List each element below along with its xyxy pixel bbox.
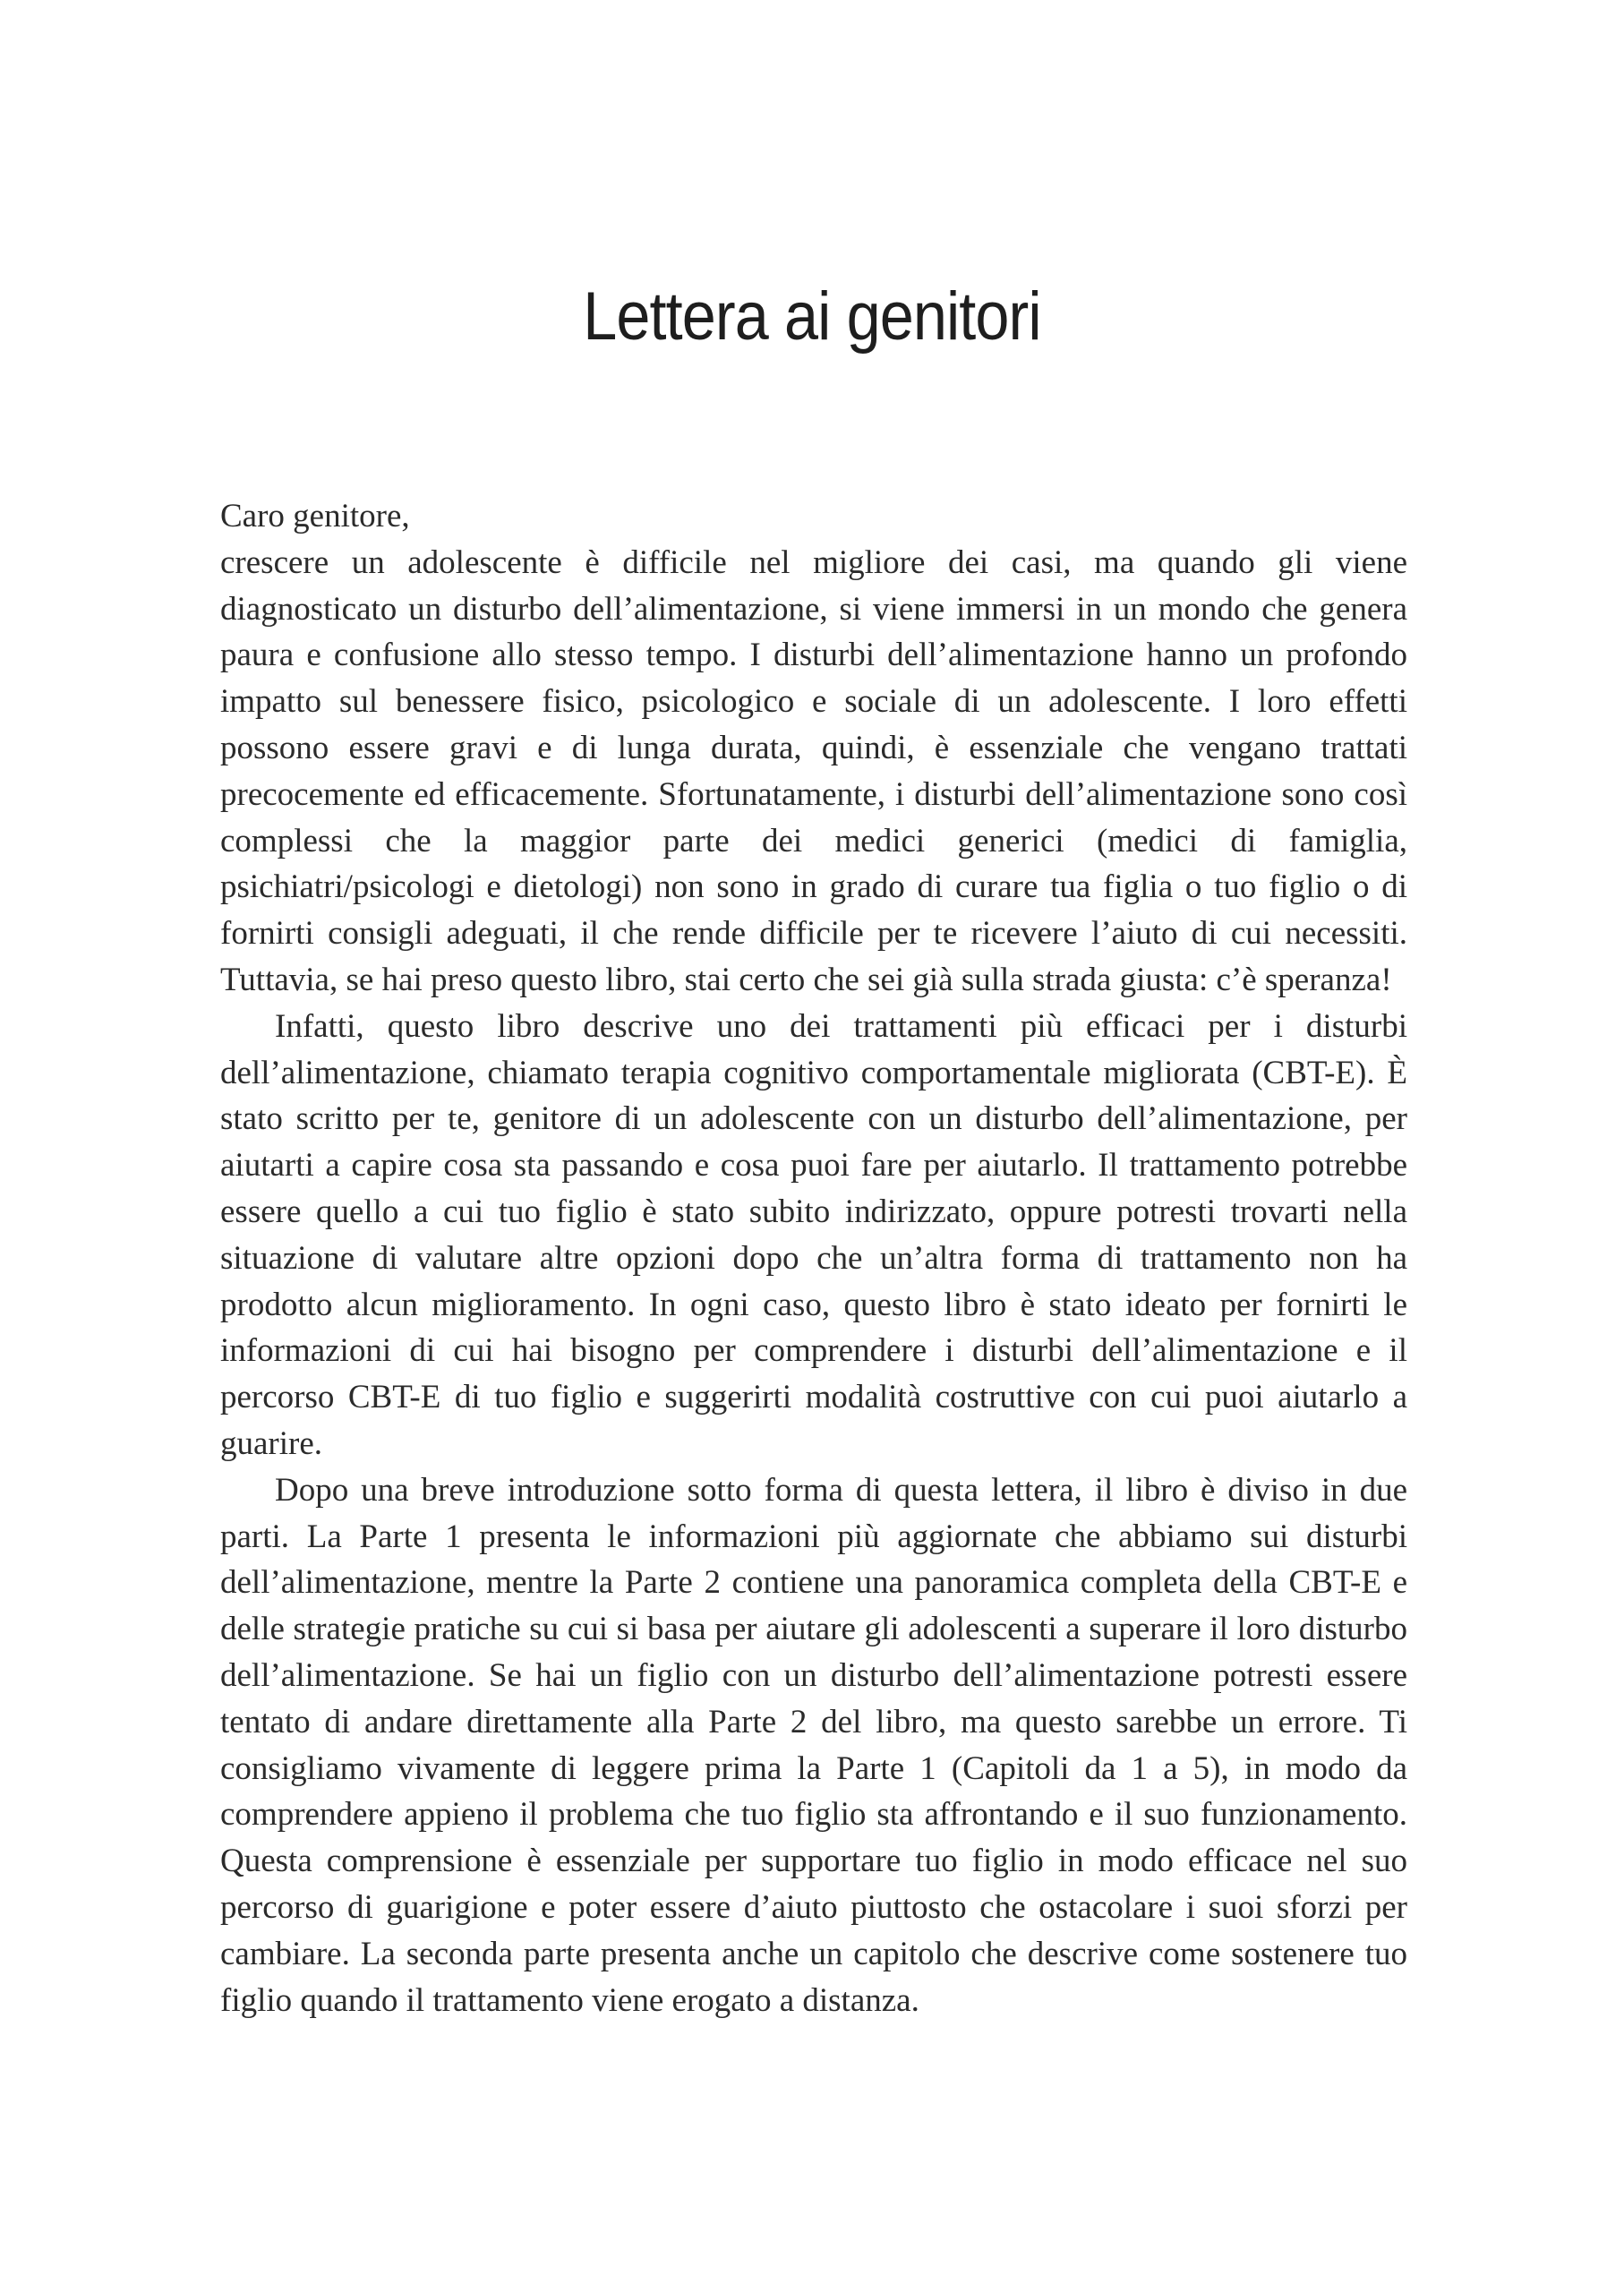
letter-paragraph-3: Dopo una breve introduzione sotto forma di questa lettera, il libro è diviso in due parti. La Parte 1 presenta le informazioni più aggiornate che abbiamo sui disturbi dell’alimentazione, mentre la Parte 2 contiene una panoramica completa della CBT-E e delle strategie pratiche su cui si basa per aiutare gli adolescenti a superare il loro disturbo dell’alimentazione. Se hai un figlio con un disturbo dell’alimentazione potresti essere tentato di andare direttamente alla Parte 2 del libro, ma questo sarebbe un errore. Ti consigliamo vivamente di leggere prima la Parte 1 (Capitoli da 1 a 5), in modo da comprendere appieno il problema che tuo figlio sta affrontando e il suo funzionamento. Questa comprensione è essenziale per supportare tuo figlio in modo efficace nel suo percorso di guarigione e poter essere d’aiuto piuttosto che ostacolare i suoi sforzi per cambiare. La seconda parte presenta anche un capitolo che descrive come sostenere tuo figlio quando il trattamento viene erogato a distanza. [220,1471,1407,2019]
letter-salutation: Caro genitore, [220,498,410,535]
letter-paragraph-1: crescere un adolescente è difficile nel migliore dei casi, ma quando gli viene diagnosticato un disturbo dell’alimentazione, si viene immersi in un mondo che genera paura e confusione allo stesso tempo. I disturbi dell’alimentazione hanno un profondo impatto sul benessere fisico, psicologico e sociale di un adolescente. I loro effetti possono essere gravi e di lunga durata, quindi, è essenziale che vengano trattati precocemente ed efficacemente. Sfortunatamente, i disturbi dell’alimentazione sono così complessi che la maggior parte dei medici generici (medici di famiglia, psichiatri/psicologi e dietologi) non sono in grado di curare tua figlia o tuo figlio o di fornirti consigli adeguati, il che rende difficile per te ricevere l’aiuto di cui necessiti. Tuttavia, se hai preso questo libro, stai certo che sei già sulla strada giusta: c’è speranza! [220,543,1407,998]
letter-paragraph-2: Infatti, questo libro descrive uno dei trattamenti più efficaci per i disturbi dell’alimentazione, chiamato terapia cognitivo comportamentale migliorata (CBT-E). È stato scritto per te, genitore di un adolescente con un disturbo dell’alimentazione, per aiutarti a capire cosa sta passando e cosa puoi fare per aiutarlo. Il trattamento potrebbe essere quello a cui tuo figlio è stato subito indirizzato, oppure potresti trovarti nella situazione di valutare altre opzioni dopo che un’altra forma di trattamento non ha prodotto alcun miglioramento. In ogni caso, questo libro è stato ideato per fornirti le informazioni di cui hai bisogno per comprendere i disturbi dell’alimentazione e il percorso CBT-E di tuo figlio e suggerirti modalità costruttive con cui puoi aiutarlo a guarire. [220,1007,1407,1462]
letter-body [220,493,1407,2023]
page-title: Lettera ai genitori [583,278,1041,355]
